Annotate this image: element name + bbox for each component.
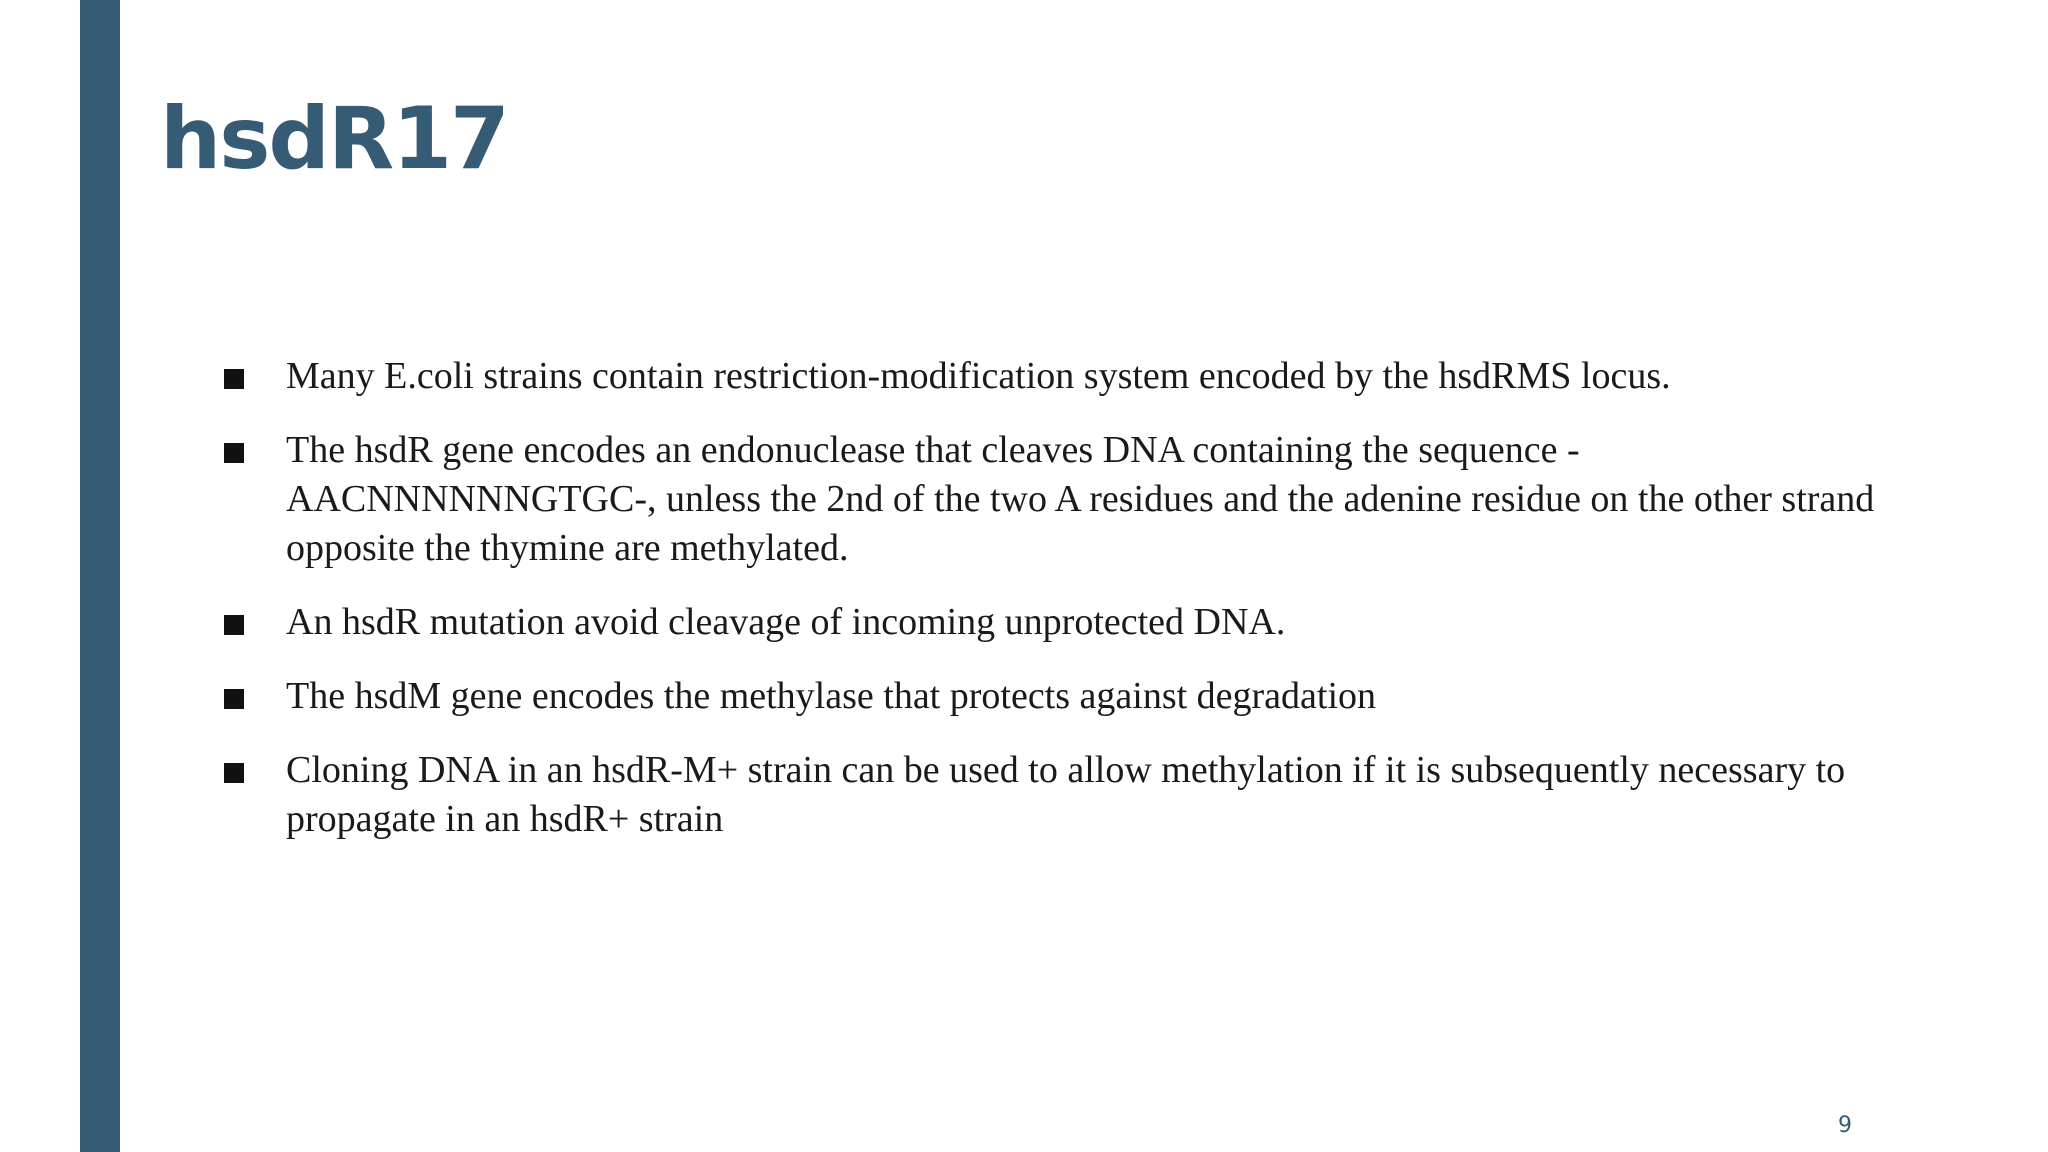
bullet-list xyxy=(220,352,1880,869)
bullet-text: Many E.coli strains contain restriction-modification system encoded by the hsdRMS locus. xyxy=(286,355,1671,397)
bullet-text: Cloning DNA in an hsdR-M+ strain can be used to allow methylation if it is subsequently necessary to propagate in an hsdR+ strain xyxy=(286,749,1846,840)
bullet-item xyxy=(220,672,1880,721)
slide-title: hsdR17 xyxy=(160,89,508,189)
left-accent-bar xyxy=(80,0,120,1152)
square-bullet-icon xyxy=(224,615,244,635)
bullet-item xyxy=(220,426,1880,573)
bullet-text: The hsdM gene encodes the methylase that protects against degradation xyxy=(286,675,1377,717)
bullet-text: The hsdR gene encodes an endonuclease that cleaves DNA containing the sequence -AACNNNNNNGTGC-, unless the 2nd of the two A residues and the adenine residue on the other strand opposite the thymine are methylated. xyxy=(286,429,1875,569)
bullet-item xyxy=(220,598,1880,647)
square-bullet-icon xyxy=(224,689,244,709)
square-bullet-icon xyxy=(224,763,244,783)
bullet-item xyxy=(220,746,1880,844)
bullet-text: An hsdR mutation avoid cleavage of incoming unprotected DNA. xyxy=(286,601,1286,643)
square-bullet-icon xyxy=(224,443,244,463)
bullet-item xyxy=(220,352,1880,401)
square-bullet-icon xyxy=(224,369,244,389)
page-number: 9 xyxy=(1838,1113,1852,1138)
